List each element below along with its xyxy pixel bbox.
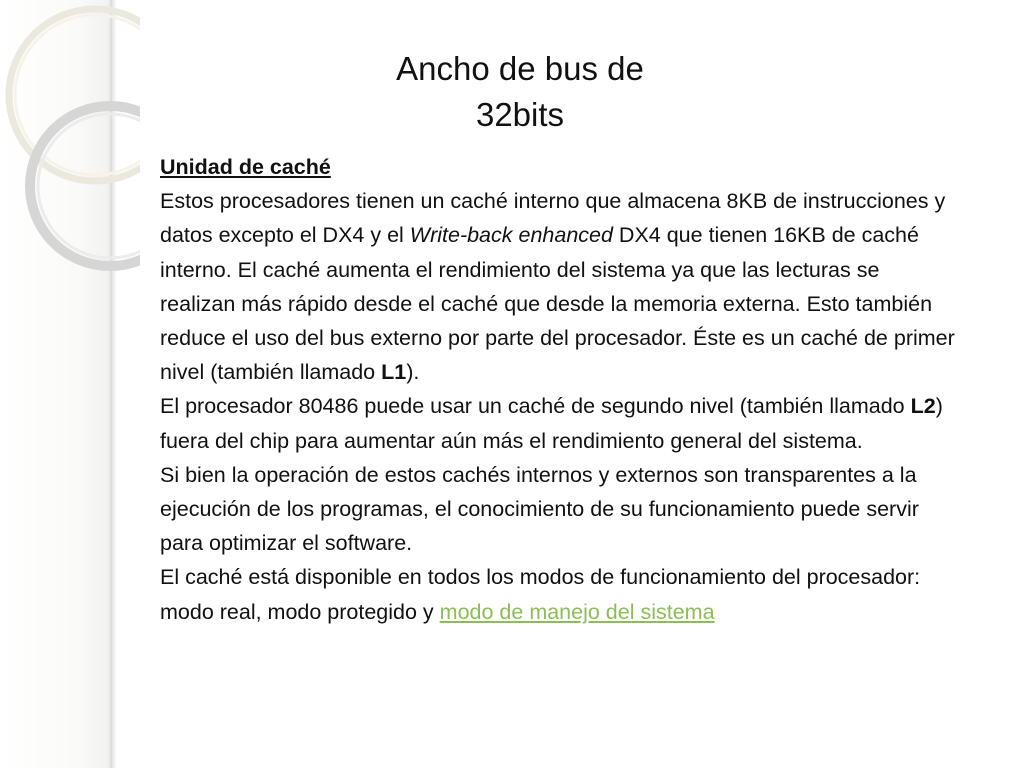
decor-ring-large	[9, 9, 140, 181]
decorative-rings	[0, 0, 140, 300]
paragraph-2	[160, 389, 960, 457]
slide-title	[320, 46, 720, 138]
decor-ring-gray	[30, 106, 140, 266]
p1-italic-term: Write-back enhanced	[409, 223, 613, 248]
paragraph-4	[160, 560, 960, 628]
title-line-1: Ancho de bus de	[396, 50, 644, 87]
p1-text-2: DX4 que tienen 16KB de caché interno. El caché aumenta el rendimiento del sistema ya que las lecturas se realizan más rápido desde el caché que desde la memoria externa. Esto también reduce el uso del bus externo por parte del procesador. Éste es un caché de primer nivel (también llamado	[160, 223, 955, 385]
section-heading-line	[160, 150, 960, 184]
title-line-2: 32bits	[475, 96, 565, 133]
system-management-mode-link[interactable]: modo de manejo del sistema	[439, 599, 715, 624]
p4-text-1: El caché está disponible en todos los modos de funcionamiento del procesador: modo real, modo protegido y	[160, 565, 921, 624]
slide-body	[160, 150, 960, 629]
p1-text-3: ).	[406, 360, 420, 385]
p2-text-2: ) fuera del chip para aumentar aún más el rendimiento general del sistema.	[160, 394, 943, 453]
p2-text-1: El procesador 80486 puede usar un caché de segundo nivel (también llamado	[160, 394, 911, 419]
section-heading: Unidad de caché	[160, 155, 331, 179]
p1-text-1: Estos procesadores tienen un caché interno que almacena 8KB de instrucciones y datos excepto el DX4 y el	[160, 189, 946, 248]
paragraph-1	[160, 184, 960, 389]
p2-bold-l2: L2	[910, 394, 936, 419]
paragraph-3: Si bien la operación de estos cachés internos y externos son transparentes a la ejecución de los programas, el conocimiento de su funcionamiento puede servir para optimizar el software.	[160, 462, 919, 556]
p1-bold-l1: L1	[381, 360, 407, 385]
